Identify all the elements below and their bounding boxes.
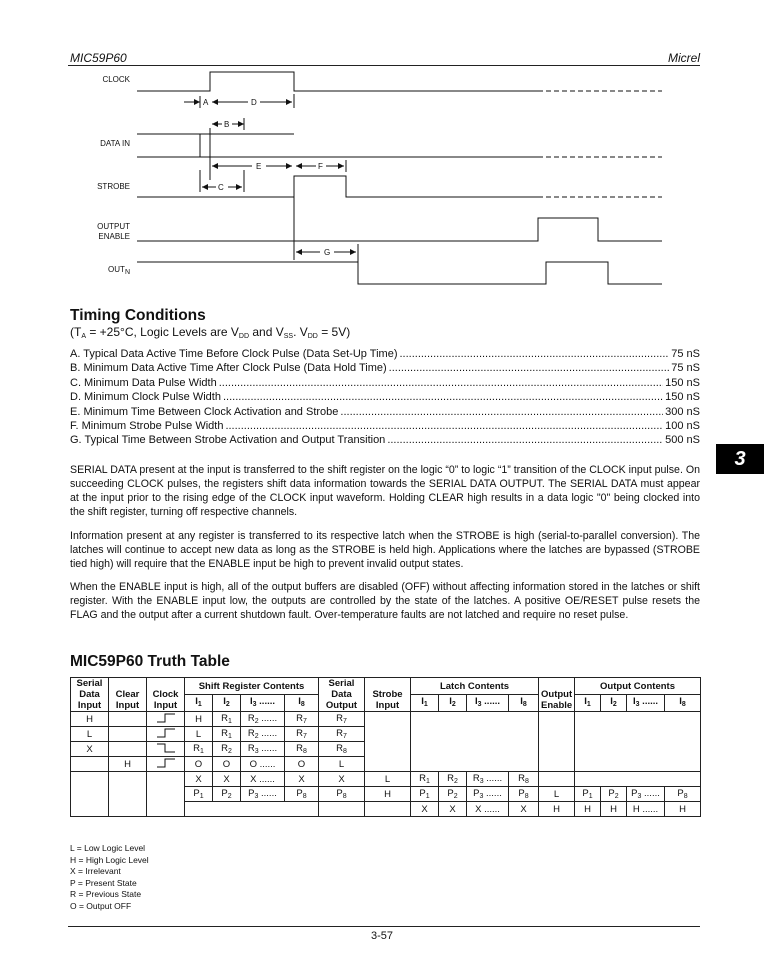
data-in-waveform-high — [137, 134, 538, 157]
signal-label-strobe: STROBE — [97, 182, 130, 191]
paragraph-enable: When the ENABLE input is high, all of the output buffers are disabled (OFF) without affecting information stored in the latches or shift register. With the ENABLE input low, the outputs are controlled by the state of the latches. A positive OE/RESET pulse resets the FLAG and the output after a current shutdown fault. Over-temperature faults are not latched and require no reset pulse. — [70, 581, 700, 621]
legend-item: R = Previous State — [70, 889, 142, 899]
th-clear-input: Clear Input — [109, 678, 147, 712]
oe-line-2: ENABLE — [98, 232, 130, 241]
legend-item: X = Irrelevant — [70, 866, 121, 876]
header-doc-id: MIC59P60 — [70, 51, 127, 65]
th-out-i8: $I_8$ — [665, 695, 701, 712]
timing-conditions-subtitle: ($T_A = +25^\circ C$, Logic Levels are $V_{DD}$ and $V_{SS}$. $V_{DD} = 5V$) — [70, 325, 351, 340]
clock-rising-edge-icon — [147, 712, 185, 727]
condition-row: D. Minimum Clock Pulse Width ..... 150 nS — [70, 390, 700, 404]
signal-label-clock: CLOCK — [102, 75, 130, 84]
marker-g: G — [324, 248, 331, 257]
condition-row: G. Typical Time Between Strobe Activation and Output Transition ..... 500 nS — [70, 433, 700, 447]
table-header-row — [71, 678, 701, 695]
th-out-i2: $I_2$ — [601, 695, 627, 712]
th-output-enable: Output Enable — [539, 678, 575, 712]
oe-line-1: OUTPUT — [97, 222, 130, 231]
table-row: H H $R_1$ $R_2$ ...... $R_7$ $R_7$ — [71, 712, 701, 727]
legend-item: L = Low Logic Level — [70, 843, 146, 853]
condition-row: B. Minimum Data Active Time After Clock Pulse (Data Hold Time) ..... 75 nS — [70, 361, 700, 375]
table-row: H O O O ...... O L — [71, 757, 701, 772]
th-out-i1: $I_1$ — [575, 695, 601, 712]
th-latch-contents: Latch Contents — [411, 678, 539, 695]
th-serial-data-output: Serial Data Output — [319, 678, 365, 712]
th-latch-i1: $I_1$ — [411, 695, 439, 712]
th-reg-i3: $I_3$ ...... — [241, 695, 285, 712]
signal-label-data-in: DATA IN — [100, 139, 130, 148]
th-reg-i2: $I_2$ — [213, 695, 241, 712]
th-reg-i1: $I_1$ — [185, 695, 213, 712]
th-shift-register-contents: Shift Register Contents — [185, 678, 319, 695]
th-reg-i8: $I_8$ — [285, 695, 319, 712]
page-number: 3-57 — [370, 930, 394, 942]
clock-waveform — [137, 72, 538, 91]
table-row: X X X ...... X X L $R_1$ $R_2$ $R_3$ ...... $R_8$ — [71, 772, 701, 787]
th-out-i3: $I_3$ ...... — [627, 695, 665, 712]
table-row: X $R_1$ $R_2$ $R_3$ ...... $R_8$ $R_8$ — [71, 742, 701, 757]
th-serial-data-input: Serial Data Input — [71, 678, 109, 712]
condition-row: F. Minimum Strobe Pulse Width ..... 100 nS — [70, 419, 700, 433]
strobe-waveform — [137, 176, 538, 197]
legend-item: H = High Logic Level — [70, 854, 149, 865]
truth-table-title: MIC59P60 Truth Table — [70, 653, 230, 670]
legend-item: P = Present State — [70, 877, 137, 888]
th-strobe-input: Strobe Input — [365, 678, 411, 712]
table-row: $P_1$ $P_2$ $P_3$ ...... $P_8$ $P_8$ H $P_1$ $P_2$ $P_3$ ...... $P_8$ L $P_1$ $P_2$ $P_3$ ...... $P_8$ — [71, 787, 701, 802]
truth-table — [70, 677, 701, 817]
th-latch-i8: $I_8$ — [509, 695, 539, 712]
clock-falling-edge-icon — [147, 742, 185, 757]
th-latch-i2: $I_2$ — [439, 695, 467, 712]
signal-label-out: OUTN — [108, 265, 130, 276]
out-waveform — [137, 262, 662, 284]
header-brand: Micrel — [668, 51, 700, 65]
clock-rising-edge-icon — [147, 727, 185, 742]
th-latch-i3: $I_3$ ...... — [467, 695, 509, 712]
th-clock-input: Clock Input — [147, 678, 185, 712]
paragraph-information: Information present at any register is transferred to its respective latch when the STROBE is high (serial-to-parallel conversion). The latches will continue to accept new data as long as the STROBE is held high. Applications where the latches are bypassed (STROBE tied high) will require that the ENABLE input be high to prevent invalid output states. — [70, 530, 700, 570]
timing-diagram — [0, 0, 764, 300]
marker-a: A — [203, 98, 209, 107]
output-enable-waveform — [137, 218, 662, 241]
timing-conditions-title: Timing Conditions — [70, 307, 206, 324]
footer-rule — [68, 926, 700, 927]
marker-f: F — [318, 162, 323, 171]
data-in-waveform-low — [137, 134, 294, 157]
section-tab: 3 — [716, 444, 764, 474]
condition-row: A. Typical Data Active Time Before Clock Pulse (Data Set-Up Time) ..... 75 nS — [70, 347, 700, 361]
condition-row: C. Minimum Data Pulse Width ..... 150 nS — [70, 376, 700, 390]
clock-rising-edge-icon — [147, 757, 185, 772]
truth-table-legend — [70, 843, 149, 912]
marker-e: E — [256, 162, 262, 171]
paragraph-serial-data: SERIAL DATA present at the input is transferred to the shift register on the logic “0” to logic “1” transition of the CLOCK input pulse. On succeeding CLOCK pulses, the registers shift data information towards the SERIAL DATA OUTPUT. The SERIAL DATA must appear at the input prior to the rising edge of the CLOCK input waveform. Holding CLEAR high results in a data logic "0" being clocked into the shift register, turning off respective channels. — [70, 464, 700, 518]
marker-d: D — [251, 98, 257, 107]
table-row: L L $R_1$ $R_2$ ...... $R_7$ $R_7$ — [71, 727, 701, 742]
marker-b: B — [224, 120, 230, 129]
timing-conditions-list — [70, 347, 700, 448]
marker-c: C — [218, 183, 224, 192]
condition-row: E. Minimum Time Between Clock Activation and Strobe ..... 300 nS — [70, 405, 700, 419]
legend-item: O = Output OFF — [70, 900, 132, 911]
th-output-contents: Output Contents — [575, 678, 701, 695]
table-row: X X X ...... X H H H H ...... H — [71, 802, 701, 817]
